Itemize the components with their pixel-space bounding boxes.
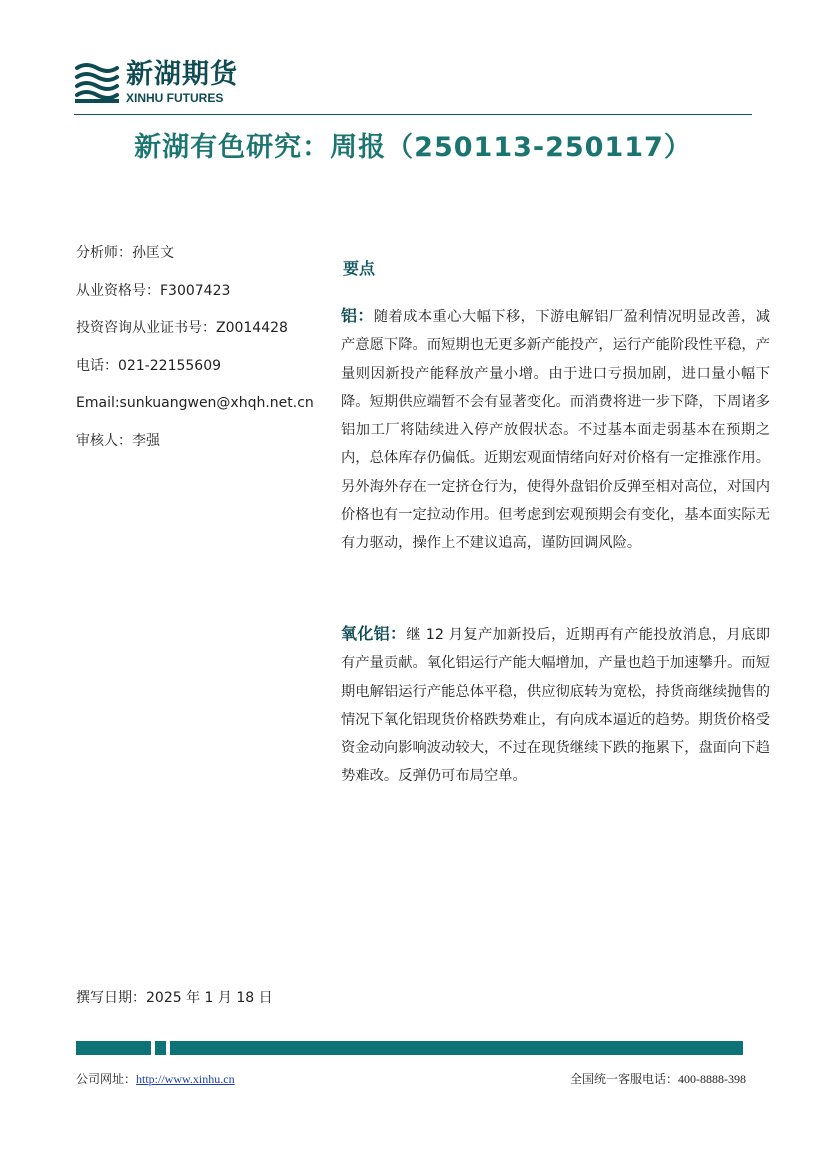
reviewer-name: 审核人：李强 [76, 432, 160, 449]
phone-number: 电话：021-22155609 [76, 357, 222, 374]
aluminium-paragraph [341, 302, 770, 558]
logo-english-name: XINHU FUTURES [126, 91, 224, 105]
company-website [76, 1070, 235, 1088]
xinhu-logo-icon [74, 60, 120, 104]
header-divider [74, 114, 752, 115]
analyst-info [76, 238, 336, 464]
qualification-number: 从业资格号：F3007423 [76, 282, 231, 299]
website-label: 公司网址： [76, 1072, 137, 1086]
footer-bar-right [170, 1041, 743, 1055]
alumina-text: 继 12 月复产加新投后，近期再有产能投放消息，月底即有产量贡献。氧化铝运行产能大幅增加，产量也趋于加速攀升。而短期电解铝运行产能总体平稳，供应彻底转为宽松，持货商继续抛售的情况下氧化铝现货价格跌势难止，有向成本逼近的趋势。期货价格受资金动向影响波动较大，不过在现货继续下跌的拖累下，盘面向下趋势难改。反弹仍可布局空单。 [341, 627, 770, 785]
website-link[interactable]: http://www.xinhu.cn [136, 1072, 235, 1086]
aluminium-lead: 铝： [341, 306, 374, 325]
service-hotline: 全国统一客服电话：400-8888-398 [570, 1072, 746, 1086]
footer-bar-left [76, 1041, 151, 1055]
consult-cert-number: 投资咨询从业证书号：Z0014428 [76, 320, 288, 337]
aluminium-text: 随着成本重心大幅下移，下游电解铝厂盈利情况明显改善，减产意愿下降。而短期也无更多新产能投产，运行产能阶段性平稳，产量则因新投产能释放产量小增。由于进口亏损加剧，进口量小幅下降。短期供应端暂不会有显著变化。而消费将进一步下降，下周诸多铝加工厂将陆续进入停产放假状态。不过基本面走弱基本在预期之内，总体库存仍偏低。近期宏观面情绪向好对价格有一定推涨作用。另外海外存在一定挤仓行为，使得外盘铝价反弹至相对高位，对国内价格也有一定拉动作用。但考虑到宏观预期会有变化，基本面实际无有力驱动，操作上不建议追高，谨防回调风险。 [341, 309, 770, 552]
footer-bar-middle [155, 1041, 166, 1055]
report-title: 新湖有色研究：周报（250113-250117） [134, 132, 692, 163]
alumina-paragraph [341, 620, 770, 791]
alumina-lead: 氧化铝： [341, 624, 407, 643]
email-address[interactable]: Email:sunkuangwen@xhqh.net.cn [76, 395, 314, 412]
logo-chinese-name: 新湖期货 [126, 59, 238, 90]
writing-date: 撰写日期：2025 年 1 月 18 日 [76, 990, 273, 1006]
company-logo [74, 58, 274, 108]
keypoints-heading: 要点 [343, 259, 376, 278]
analyst-name: 分析师：孙匡文 [76, 245, 174, 261]
